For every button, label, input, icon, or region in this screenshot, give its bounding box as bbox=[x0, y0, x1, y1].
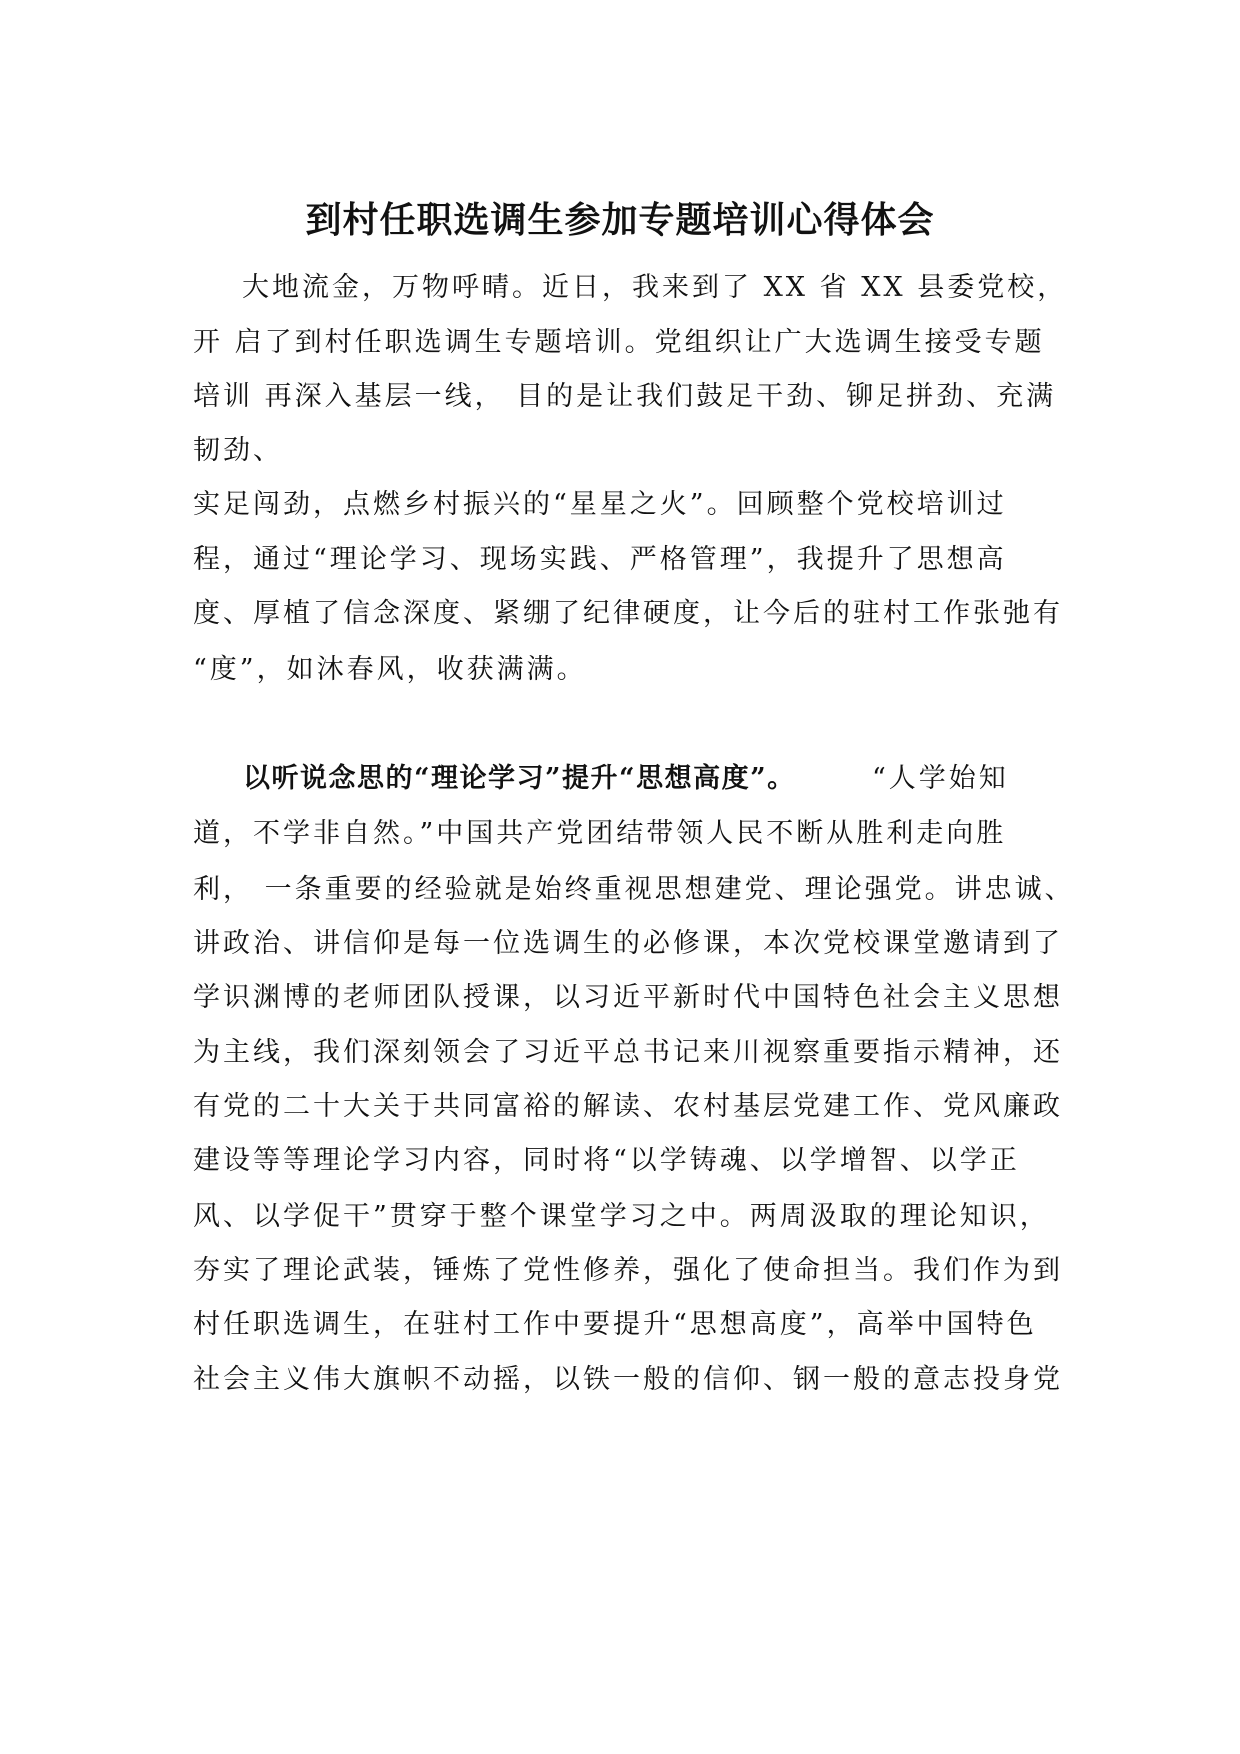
paragraph-2-line-10: 村任职选调生，在驻村工作中要提升“思想高度”，高举中国特色 bbox=[193, 1309, 1037, 1340]
paragraph-2-line-3: 讲政治、讲信仰是每一位选调生的必修课，本次党校课堂邀请到了 bbox=[193, 928, 1063, 959]
paragraph-1-line-4: 韧劲、 bbox=[193, 435, 283, 466]
paragraph-2-line-11: 社会主义伟大旗帜不动摇，以铁一般的信仰、钢一般的意志投身党 bbox=[193, 1364, 1063, 1395]
paragraph-2-opening-quote: “人学始知 bbox=[872, 763, 1009, 794]
paragraph-2-line-6: 有党的二十大关于共同富裕的解读、农村基层党建工作、党风廉政 bbox=[193, 1091, 1063, 1122]
paragraph-2-line-8: 风、以学促干”贯穿于整个课堂学习之中。两周汲取的理论知识， bbox=[193, 1201, 1050, 1232]
paragraph-2-line-4: 学识渊博的老师团队授课，以习近平新时代中国特色社会主义思想 bbox=[193, 982, 1063, 1013]
paragraph-1-line-8: “度”，如沐春风，收获满满。 bbox=[193, 654, 587, 685]
paragraph-2-line-5: 为主线，我们深刻领会了习近平总书记来川视察重要指示精神，还 bbox=[193, 1037, 1063, 1068]
paragraph-1-line-1: 大地流金，万物呼晴。近日，我来到了 XX 省 XX 县委党校， bbox=[242, 272, 1068, 303]
paragraph-1-line-6: 程，通过“理论学习、现场实践、严格管理”，我提升了思想高 bbox=[193, 544, 1007, 575]
paragraph-2-line-9: 夯实了理论武装，锤炼了党性修养，强化了使命担当。我们作为到 bbox=[193, 1255, 1063, 1286]
paragraph-1-line-3: 培训 再深入基层一线， 目的是让我们鼓足干劲、铆足拼劲、充满 bbox=[193, 381, 1057, 412]
paragraph-2-heading: 以听说念思的“理论学习”提升“思想高度”。 bbox=[243, 763, 796, 794]
paragraph-2-line-2: 利， 一条重要的经验就是始终重视思想建党、理论强党。讲忠诚、 bbox=[193, 874, 1075, 905]
document-title: 到村任职选调生参加专题培训心得体会 bbox=[305, 199, 935, 241]
paragraph-2-line-1: 道，不学非自然。”中国共产党团结带领人民不断从胜利走向胜 bbox=[193, 818, 1007, 849]
paragraph-1-line-2: 开 启了到村任职选调生专题培训。党组织让广大选调生接受专题 bbox=[193, 327, 1045, 358]
paragraph-1-line-7: 度、厚植了信念深度、紧绷了纪律硬度，让今后的驻村工作张弛有 bbox=[193, 598, 1063, 629]
paragraph-1-line-5: 实足闯劲，点燃乡村振兴的“星星之火”。回顾整个党校培训过 bbox=[193, 489, 1007, 520]
paragraph-2-line-7: 建设等等理论学习内容，同时将“以学铸魂、以学增智、以学正 bbox=[193, 1145, 1020, 1176]
